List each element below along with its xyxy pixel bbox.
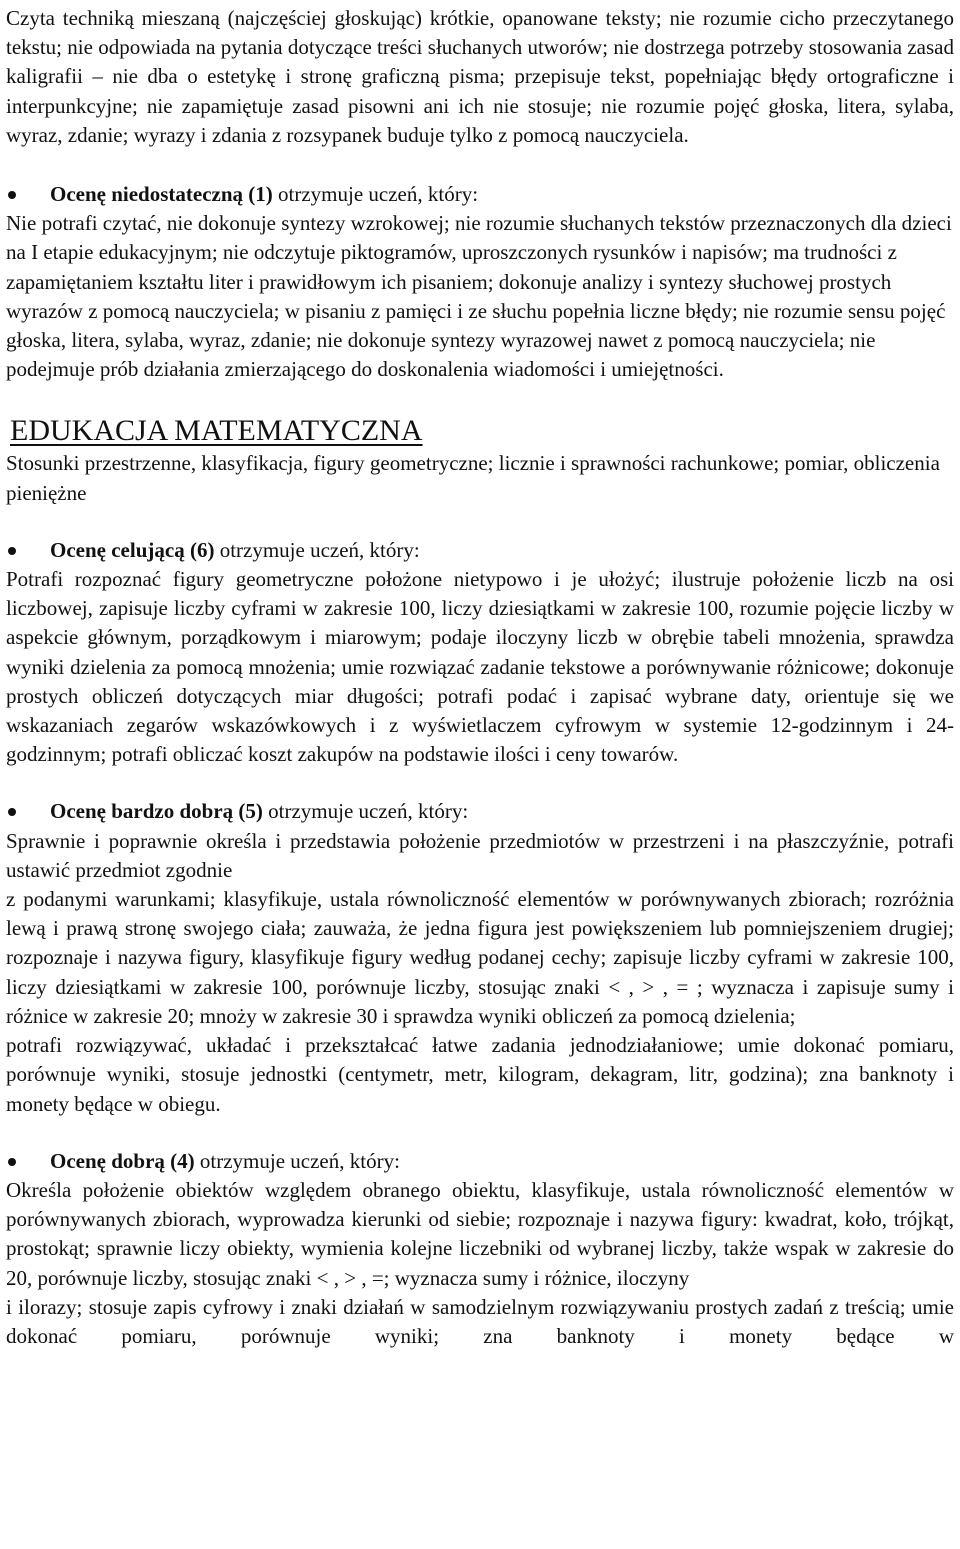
bullet-icon [8, 191, 16, 199]
grade-good-label: Ocenę dobrą (4) [50, 1148, 195, 1173]
grade-very-good-text-1: Sprawnie i poprawnie określa i przedstawia położenie przedmiotów w przestrzeni i na płaszczyźnie, potrafi ustawić przedmiot zgodnie [6, 828, 954, 882]
intro-paragraph: Czyta techniką mieszaną (najczęściej głoskując) krótkie, opanowane teksty; nie rozumie cicho przeczytanego tekstu; nie odpowiada na pytania dotyczące treści słuchanych utworów; nie dostrzega potrzeby stosowania zasad kaligrafii – nie dba o estetykę i stronę graficzną pisma; przepisuje tekst, popełniając błędy ortograficzne i interpunkcyjne; nie zapamiętuje zasad pisowni ani ich nie stosuje; nie rozumie pojęć głoska, litera, sylaba, wyraz, zdanie; wyrazy i zdania z rozsypanek buduje tylko z pomocą nauczyciela. [6, 6, 954, 147]
grade-very-good-text-3: potrafi rozwiązywać, układać i przekształcać łatwe zadania jednodziałaniowe; umie dokonać pomiaru, porównuje wyniki, stosuje jednostki (centymetr, metr, kilogram, dekagram, litr, godzina); zna banknoty i monety będące w obiegu. [6, 1033, 954, 1116]
grade-insufficient-suffix: otrzymuje uczeń, który: [272, 182, 479, 207]
grade-insufficient-heading [6, 180, 954, 209]
grade-very-good-text-2: z podanymi warunkami; klasyfikuje, ustala równoliczność elementów w porównywanych zbiorach; rozróżnia lewą i prawą stronę swojego ciała; zauważa, że jedna figura jest powiększeniem lub pomniejszeniem drugiej; rozpoznaje i nazywa figury, klasyfikuje figury według podanej cechy; zapisuje liczby cyframi w zakresie 100, liczy dziesiątkami w zakresie 100, porównuje liczby, stosując znaki < , > , = ; wyznacza i zapisuje sumy i różnice w zakresie 20; mnoży w zakresie 30 i sprawdza wyniki obliczeń za pomocą dzielenia; [6, 887, 954, 1028]
section-title: EDUKACJA MATEMATYCZNA [10, 414, 423, 448]
section-subtitle: Stosunki przestrzenne, klasyfikacja, figury geometryczne; licznie i sprawności rachunkowe; pomiar, obliczenia pieniężne [6, 451, 940, 505]
grade-good-text-1: Określa położenie obiektów względem obranego obiektu, klasyfikuje, ustala równoliczność elementów w porównywanych zbiorach, wyprowadza kierunki od siebie; rozpoznaje i nazywa figury: kwadrat, koło, trójkąt, prostokąt; sprawnie liczy obiekty, wymienia kolejne liczebniki od wybranej liczby, także wspak w zakresie do 20, porównuje liczby, stosując znaki < , > , =; wyznacza sumy i różnice, iloczyny [6, 1177, 954, 1290]
bullet-icon [8, 547, 16, 555]
grade-insufficient-text: Nie potrafi czytać, nie dokonuje syntezy wzrokowej; nie rozumie słuchanych tekstów przeznaczonych dla dzieci na I etapie edukacyjnym; nie odczytuje piktogramów, uproszczonych rysunków i napisów; ma trudności z zapamiętaniem kształtu liter i prawidłowym ich pisaniem; dokonuje analizy i syntezy słuchowej prostych wyrazów z pomocą nauczyciela; w pisaniu z pamięci i ze słuchu popełnia liczne błędy; nie rozumie sensu pojęć głoska, litera, sylaba, wyraz, zdanie; nie dokonuje syntezy wyrazowej nawet z pomocą nauczyciela; nie podejmuje prób działania zmierzającego do doskonalenia wiadomości i umiejętności. [6, 211, 952, 382]
bullet-icon [8, 808, 16, 816]
grade-excellent-text: Potrafi rozpoznać figury geometryczne położone nietypowo i je ułożyć; ilustruje położenie liczb na osi liczbowej, zapisuje liczby cyframi w zakresie 100, liczy dziesiątkami w zakresie 100, rozumie pojęcie liczby w aspekcie głównym, porządkowym i miarowym; podaje iloczyny liczb w obrębie tabeli mnożenia, sprawdza wyniki dzielenia za pomocą mnożenia; umie rozwiązać zadanie tekstowe a porównywanie różnicowe; dokonuje prostych obliczeń dotyczących miar długości; potrafi podać i zapisać wybrane daty, orientuje się we wskazaniach zegarów wskazówkowych i z wyświetlaczem cyfrowym w systemie 12-godzinnym i 24-godzinnym; potrafi obliczać koszt zakupów na podstawie ilości i ceny towarów. [6, 567, 954, 767]
grade-very-good-suffix: otrzymuje uczeń, który: [262, 799, 469, 824]
grade-excellent-heading [6, 536, 954, 565]
grade-excellent-label: Ocenę celującą (6) [50, 537, 215, 562]
grade-good-text-2: i ilorazy; stosuje zapis cyfrowy i znaki działań w samodzielnym rozwiązywaniu prostych zadań z treścią; umie dokonać pomiaru, porównuje wyniki; zna banknoty i monety będące w [6, 1294, 954, 1348]
grade-good-heading [6, 1147, 954, 1176]
bullet-icon [8, 1158, 16, 1166]
grade-excellent-suffix: otrzymuje uczeń, który: [214, 537, 420, 562]
grade-very-good-label: Ocenę bardzo dobrą (5) [50, 799, 263, 824]
grade-very-good-heading [6, 797, 954, 826]
grade-insufficient-label: Ocenę niedostateczną (1) [50, 182, 273, 207]
grade-good-suffix: otrzymuje uczeń, który: [194, 1148, 400, 1173]
